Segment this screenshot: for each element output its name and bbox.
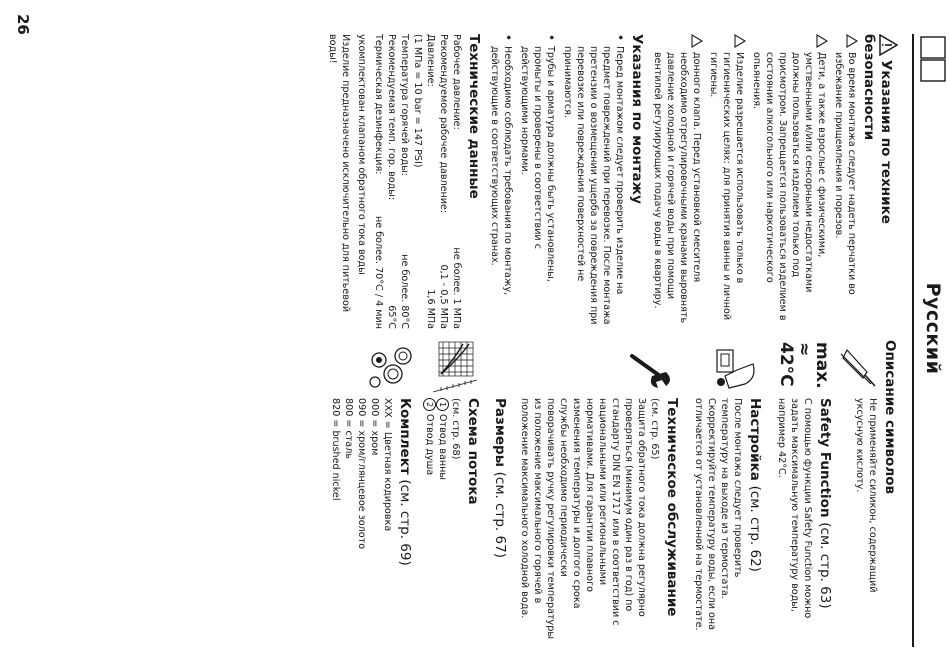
max-temperature-badge [777,342,831,396]
adjust-block [692,340,763,640]
max-label: max. [812,342,832,389]
maintenance-ref: (см. стр. 65) [649,398,660,460]
symbols-heading: Описание символов [882,340,898,495]
warning-triangle-icon [816,34,828,48]
kit-code: 800 = сталь [343,398,354,459]
kit-block [329,340,413,640]
warning-triangle-icon [691,34,703,48]
maintenance-heading: Техническое обслуживание [664,398,680,617]
flow-item: 2Отвод душа [423,398,436,640]
kit-heading: Комплект (см. стр. 69) [397,398,413,566]
symbols-text: Не применяйте силикон, содержащий уксусную кислоту. [854,398,878,593]
flow-item: 1Отвод ванны [436,398,449,640]
tech-row: Температура горячей воды: не более. 80°C [399,34,410,329]
flow-ref: (см. стр. 68) [450,398,461,460]
maintenance-block [518,340,680,640]
tech-heading: Технические данные [466,34,482,199]
tech-row: Давление: 1,6 МПа [425,34,436,329]
tech-row: (1 МПа = 10 bar = 147 PSI) [412,34,423,168]
safety-heading [860,34,898,329]
header-rule [912,34,914,647]
safety-function-text: С помощью функции Safety Function можно задать максимальную температуру воды, например 42°C. [776,398,813,619]
flow-block [423,340,481,640]
warning-triangle-icon [846,34,858,48]
kit-parts-icon [367,344,413,394]
adjust-text: После монтажа следует проверить температуру на выходе из термостата. Скорректируйте температуру воды, если она отличается от установленной на термостате. [693,398,743,631]
safety-function-block [775,340,833,640]
warning-triangle-icon [734,34,746,48]
left-column [326,34,898,329]
kit-code: XXX = Цветная кодировка [382,398,393,532]
dimensions-heading: Размеры (см. стр. 67) [492,398,508,558]
tech-row: Термическая дезинфекция: не более. 70°C / 4 мин [373,34,384,329]
maintenance-text: Защита обратного тока должна регулярно проверяться (минимум один раз в год) по стандарту DIN EN 1717 или в соответствии с национальными или региональными нормативами. Для гарантии плавного изменения температуры и долгого срока службы необходимо периодически поворачивать ручку регулировки температуры из положение максимального горячей в положение максимального холодной вода. [519,398,647,639]
safety-warning: Во время монтажа следует надеть перчатки во избежание прищемления и порезов. [832,34,858,329]
kit-code: 000 = хром [369,398,380,456]
language-title: Русский [922,282,944,375]
symbols-block [839,340,879,640]
max-value: ≈ 42°C [776,342,814,387]
tech-row: Рекомендуемое рабочее давление: 0,1 - 0,5 МПа [438,34,449,329]
flow-heading: Схема потока [465,398,481,505]
safety-warning: донного клапа. Перед установкой смесителя необходимо отрегулировочными кранами выровнять давление холодной и горячей воды при помощи вентилей регулирующих подачу воды в квартиру. [651,34,703,329]
warning-icon [879,34,898,56]
safety-warning: Изделие разрешается использовать только в гигиенических целях: для принятия ванны и личной гигиены. [707,34,746,329]
page-number: 26 [14,14,32,35]
thermostat-hand-icon [713,344,759,392]
adjust-heading: Настройка (см. стр. 62) [747,398,763,572]
tech-note: укомплектован клапаном обратного тока воды [356,34,367,275]
installation-bullet: • Необходимо соблюдать требования по монтажу, действующие в соответствующих странах. [488,34,514,329]
installation-bullet: • Трубы и арматура должны быть установлены, промыты и проверены в соответствии с действующими нормами. [518,34,557,329]
wrench-icon [626,346,674,390]
safety-title: Указания по технике безопасности [861,34,894,224]
tech-row: Рабочее давление: не более. 1 МПа [451,34,462,329]
installation-bullet: • Перед монтажом следует проверить изделие на предмет повреждений при перевозке. После монтажа претензии о возмещении ущерба за повреждения при перевозке или повреждения поверхностей не принимаются. [561,34,626,329]
tech-row: Рекомендуемая темп. гор. воды: 65°C [386,34,397,329]
safety-function-heading: Safety Function (см. стр. 63) [817,398,833,609]
flow-chart-icon [431,340,481,394]
right-column [329,340,898,640]
safety-warning: Дети, а также взрослые с физическими, умственными и/или сенсорными недостатками должны пользоваться изделием только под присмотром. Запрещается пользоваться изделием в состоянии алкогольного или наркотического опьянения. [750,34,828,329]
kit-code: 820 = brushed nickel [330,398,341,501]
tech-note: Изделие предназначено исключительно для питьевой воды! [327,34,351,313]
kit-code: 090 = хром/глянцевое золото [356,398,367,550]
installation-heading: Указания по монтажу [629,34,645,204]
tech-table [372,34,463,329]
silicone-gun-icon [839,346,877,390]
